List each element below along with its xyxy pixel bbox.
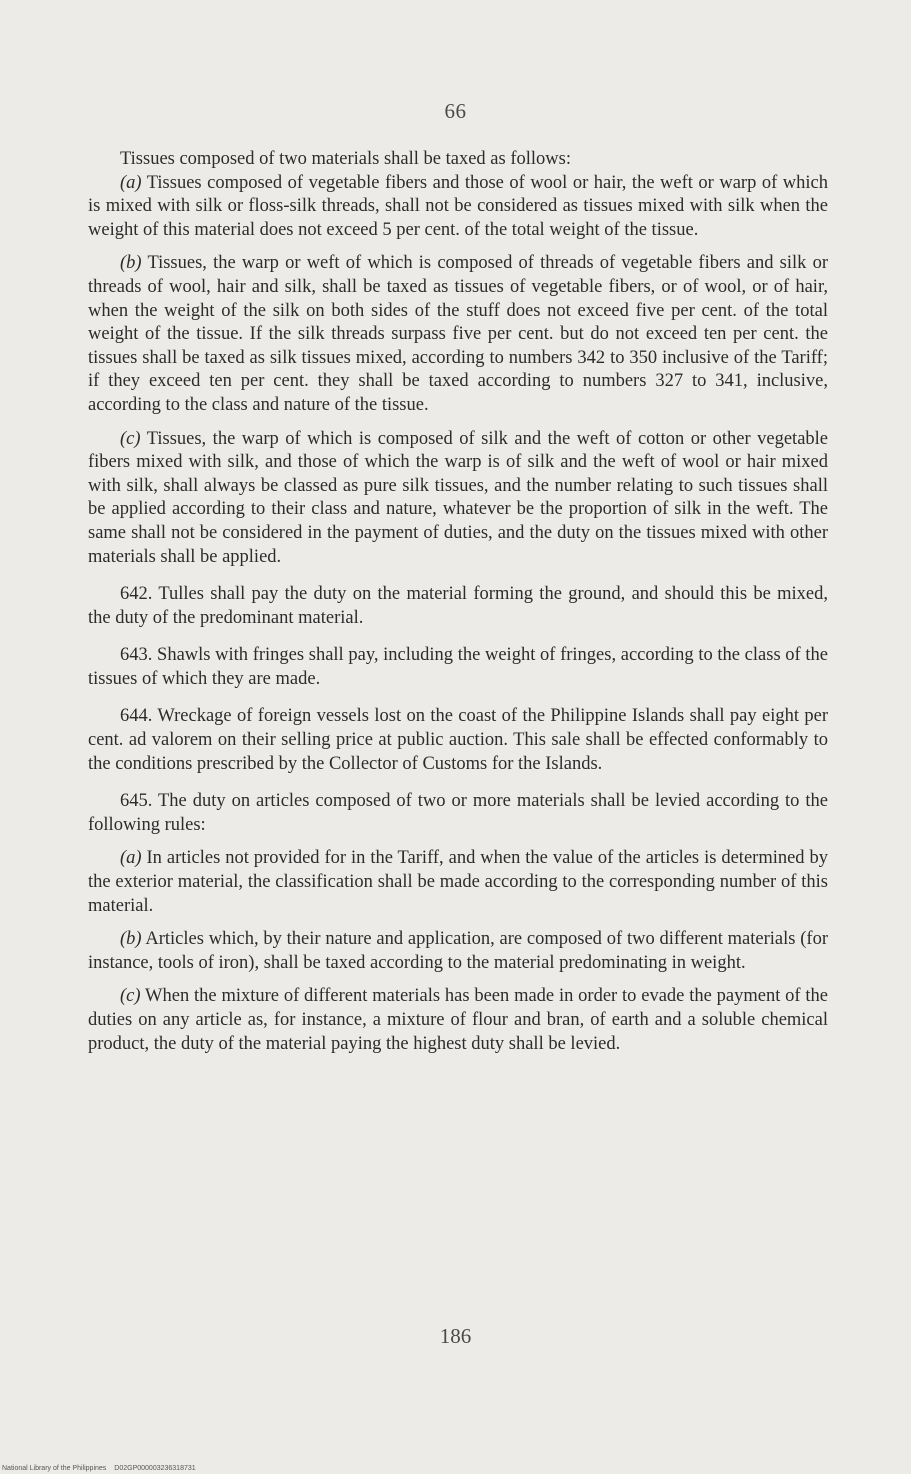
paragraph-label: (c): [120, 428, 141, 449]
paragraph-645-b: [88, 928, 828, 975]
paragraph-text: Tissues, the warp of which is composed of silk and the weft of cotton or other vegetable fibers mixed with silk, and those of which the warp is of silk and the weft of wool or hair mixed with silk, shall always be classed as pure silk tissues, and the number relating to such tissues shall be applied according to their class and nature, whatever be the proportion of silk in the weft. The same shall not be considered in the payment of duties, and the duty on the tissues mixed with other materials shall be applied.: [88, 428, 828, 567]
paragraph-tissues-b: [88, 252, 828, 417]
paragraph-text: Tissues composed of two materials shall be taxed as follows:: [120, 149, 571, 169]
page-number-bottom: 186: [439, 1324, 472, 1348]
paragraph-645-a: [88, 847, 828, 918]
paragraph-text: When the mixture of different materials has been made in order to evade the payment of the duties on any article as, for instance, a mixture of flour and bran, of earth and a soluble chemical product, the duty of the material paying the highest duty shall be levied.: [88, 986, 828, 1054]
paragraph-text: In articles not provided for in the Tariff, and when the value of the articles is determined by the exterior material, the classification shall be made according to the corresponding number of this material.: [88, 848, 828, 916]
page-number-top: 66: [444, 99, 467, 123]
paragraph-label: (a): [120, 172, 142, 193]
library-stamp: [2, 1465, 196, 1472]
paragraph-label: (b): [120, 929, 142, 950]
paragraph-tissues-a: [88, 172, 828, 243]
paragraph-645-c: [88, 985, 828, 1056]
paragraph-642: [88, 583, 828, 630]
paragraph-intro: [88, 148, 828, 172]
paragraph-text: Tissues, the warp or weft of which is composed of threads of vegetable fibers and silk or threads of wool, hair and silk, shall be taxed as tissues of vegetable fibers, or of wool, or of hair, when the weight of the silk on both sides of the stuff does not exceed five per cent. of the total weight of the tissue. If the silk threads surpass five per cent. but do not exceed ten per cent. the tissues shall be taxed as silk tissues mixed, according to numbers 342 to 350 inclusive of the Tariff; if they exceed ten per cent. they shall be taxed according to numbers 327 to 341, inclusive, according to the class and nature of the tissue.: [88, 253, 828, 415]
paragraph-label: (c): [120, 986, 141, 1007]
paragraph-text: Tissues composed of vegetable fibers and those of wool or hair, the weft or warp of which is mixed with silk or floss-silk threads, shall not be considered as tissues mixed with silk when the weight of this material does not exceed 5 per cent. of the total weight of the tissue.: [88, 172, 828, 240]
paragraph-tissues-c: [88, 428, 828, 570]
paragraph-text: 643. Shawls with fringes shall pay, including the weight of fringes, according to the class of the tissues of which they are made.: [88, 645, 828, 689]
paragraph-label: (a): [120, 848, 142, 869]
body-text: [88, 148, 828, 1056]
paragraph-text: Articles which, by their nature and application, are composed of two different materials (for instance, tools of iron), shall be taxed according to the material predominating in weight.: [88, 929, 828, 973]
library-name: National Library of the Philippines: [2, 1465, 107, 1472]
paragraph-text: 642. Tulles shall pay the duty on the material forming the ground, and should this be mixed, the duty of the predominant material.: [88, 584, 828, 628]
document-code: D02GP000003236318731: [114, 1465, 196, 1472]
paragraph-text: 645. The duty on articles composed of two or more materials shall be levied according to the following rules:: [88, 791, 828, 835]
paragraph-643: [88, 644, 828, 691]
paragraph-644: [88, 705, 828, 776]
paragraph-text: 644. Wreckage of foreign vessels lost on the coast of the Philippine Islands shall pay eight per cent. ad valorem on their selling price at public auction. This sale shall be effected conformably to the conditions prescribed by the Collector of Customs for the Islands.: [88, 706, 828, 774]
paragraph-label: (b): [120, 253, 142, 274]
paragraph-645: [88, 790, 828, 837]
